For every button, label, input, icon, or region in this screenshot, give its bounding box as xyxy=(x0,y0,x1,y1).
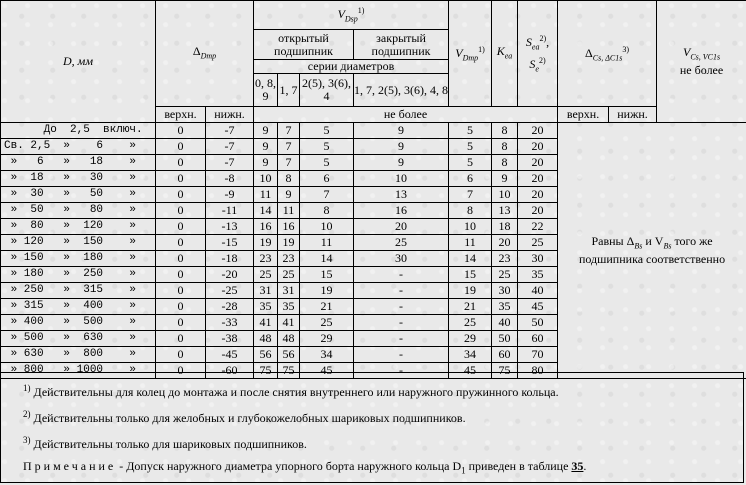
cell-kea: 20 xyxy=(492,235,518,251)
cell-s2: 25 xyxy=(278,267,300,283)
header-diameter-series: серии диаметров xyxy=(254,60,449,74)
cell-sea: 40 xyxy=(518,283,558,299)
cell-s3: 34 xyxy=(300,347,354,363)
header-delta-dmp: $\Delta_{Dmp}$ xyxy=(156,1,254,107)
cell-vdmp: 8 xyxy=(449,203,492,219)
cell-s3: 5 xyxy=(300,155,354,171)
cell-kea: 18 xyxy=(492,219,518,235)
cell-d-range: » 50 » 80 » xyxy=(1,203,156,219)
cell-up: 0 xyxy=(156,267,206,283)
cell-d-range: » 150 » 180 » xyxy=(1,251,156,267)
header-vcs: $V_{Cs, VC1s}$ не более xyxy=(657,1,746,123)
table-ref-link[interactable]: 35 xyxy=(571,459,584,473)
cell-low: -45 xyxy=(206,347,254,363)
header-upper-2: верхн. xyxy=(558,107,609,123)
cell-d-range: » 250 » 315 » xyxy=(1,283,156,299)
cell-up: 0 xyxy=(156,187,206,203)
cell-kea: 25 xyxy=(492,267,518,283)
cell-low: -8 xyxy=(206,171,254,187)
cell-s2: 7 xyxy=(278,123,300,139)
cell-sea: 80 xyxy=(518,363,558,379)
cell-s3: 5 xyxy=(300,123,354,139)
cell-vdmp: 19 xyxy=(449,283,492,299)
header-sea: $S_{ea}^{2)}$, $S_e^{2)}$ xyxy=(518,1,558,107)
cell-kea: 40 xyxy=(492,315,518,331)
cell-kea: 10 xyxy=(492,187,518,203)
cell-low: -15 xyxy=(206,235,254,251)
cell-vdmp: 7 xyxy=(449,187,492,203)
cell-vdmp: 34 xyxy=(449,347,492,363)
cell-up: 0 xyxy=(156,139,206,155)
header-upper: верхн. xyxy=(156,107,206,123)
cell-s2: 23 xyxy=(278,251,300,267)
cell-s4: - xyxy=(354,363,449,379)
cell-s2: 8 xyxy=(278,171,300,187)
cell-s1: 14 xyxy=(254,203,278,219)
header-closed-bearing: закрытый подшипник xyxy=(354,30,449,60)
cell-sea: 20 xyxy=(518,187,558,203)
header-series-3: 2(5), 3(6), 4 xyxy=(300,74,354,107)
cell-sea: 20 xyxy=(518,203,558,219)
cell-s4: 16 xyxy=(354,203,449,219)
cell-vdmp: 11 xyxy=(449,235,492,251)
cell-s3: 19 xyxy=(300,283,354,299)
cell-vdmp: 6 xyxy=(449,171,492,187)
cell-up: 0 xyxy=(156,251,206,267)
cell-kea: 60 xyxy=(492,347,518,363)
cell-low: -25 xyxy=(206,283,254,299)
footnote-1: $^{1)}$ Действительны для колец до монтажа и после снятия внутреннего или наружного пружинного кольца. xyxy=(23,383,559,399)
cell-vdmp: 15 xyxy=(449,267,492,283)
cell-kea: 9 xyxy=(492,171,518,187)
cell-sea: 22 xyxy=(518,219,558,235)
cell-kea: 30 xyxy=(492,283,518,299)
cell-s2: 7 xyxy=(278,155,300,171)
cell-d-range: » 315 » 400 » xyxy=(1,299,156,315)
cell-s1: 23 xyxy=(254,251,278,267)
cell-sea: 20 xyxy=(518,139,558,155)
cell-kea: 23 xyxy=(492,251,518,267)
cell-s1: 9 xyxy=(254,139,278,155)
cell-kea: 13 xyxy=(492,203,518,219)
cell-up: 0 xyxy=(156,283,206,299)
cell-s4: - xyxy=(354,267,449,283)
cell-kea: 8 xyxy=(492,123,518,139)
cell-d-range: » 800 » 1000 » xyxy=(1,363,156,379)
cell-s4: 9 xyxy=(354,123,449,139)
header-vdsp: $V_{Dsp}^{1)}$ xyxy=(254,1,449,30)
cell-d-range: Св. 2,5 » 6 » xyxy=(1,139,156,155)
cell-kea: 8 xyxy=(492,155,518,171)
cell-s4: 25 xyxy=(354,235,449,251)
cell-s1: 9 xyxy=(254,123,278,139)
cell-s3: 25 xyxy=(300,315,354,331)
cell-s4: 20 xyxy=(354,219,449,235)
cell-up: 0 xyxy=(156,331,206,347)
cell-s2: 11 xyxy=(278,203,300,219)
cell-s3: 21 xyxy=(300,299,354,315)
header-delta-cs: $\Delta_{Cs, \Delta C1s}^{3)}$ xyxy=(558,1,657,107)
cell-d-range: » 80 » 120 » xyxy=(1,219,156,235)
cell-s4: 13 xyxy=(354,187,449,203)
cell-s2: 9 xyxy=(278,187,300,203)
cell-low: -7 xyxy=(206,139,254,155)
cell-s3: 10 xyxy=(300,219,354,235)
header-series-1: 0, 8, 9 xyxy=(254,74,278,107)
cell-s4: 10 xyxy=(354,171,449,187)
cell-d-range: » 500 » 630 » xyxy=(1,331,156,347)
cell-s3: 29 xyxy=(300,331,354,347)
cell-s1: 11 xyxy=(254,187,278,203)
cell-sea: 60 xyxy=(518,331,558,347)
cell-kea: 8 xyxy=(492,139,518,155)
cell-vdmp: 14 xyxy=(449,251,492,267)
cell-s3: 11 xyxy=(300,235,354,251)
cell-s3: 7 xyxy=(300,187,354,203)
cell-s2: 75 xyxy=(278,363,300,379)
cell-s4: - xyxy=(354,315,449,331)
cell-s1: 75 xyxy=(254,363,278,379)
cell-d-range: » 180 » 250 » xyxy=(1,267,156,283)
cell-s1: 25 xyxy=(254,267,278,283)
header-series-4: 1, 7, 2(5), 3(6), 4, 8 xyxy=(354,74,449,107)
cell-up: 0 xyxy=(156,155,206,171)
cell-sea: 50 xyxy=(518,315,558,331)
cell-s4: 30 xyxy=(354,251,449,267)
cell-s3: 5 xyxy=(300,139,354,155)
cell-up: 0 xyxy=(156,123,206,139)
cell-s1: 16 xyxy=(254,219,278,235)
cell-sea: 35 xyxy=(518,267,558,283)
cell-sea: 25 xyxy=(518,235,558,251)
cell-s3: 14 xyxy=(300,251,354,267)
cell-d-range: » 18 » 30 » xyxy=(1,171,156,187)
cell-sea: 30 xyxy=(518,251,558,267)
cell-sea: 20 xyxy=(518,123,558,139)
cell-s3: 45 xyxy=(300,363,354,379)
cell-vdmp: 5 xyxy=(449,155,492,171)
footnote-2: $^{2)}$ Действительны только для желобных и глубокожелобных шариковых подшипников. xyxy=(23,409,466,425)
cell-s2: 35 xyxy=(278,299,300,315)
cell-low: -18 xyxy=(206,251,254,267)
cell-d-range: » 120 » 150 » xyxy=(1,235,156,251)
cell-up: 0 xyxy=(156,299,206,315)
cell-d-range: » 6 » 18 » xyxy=(1,155,156,171)
header-kea: $K_{ea}$ xyxy=(492,1,518,107)
cell-up: 0 xyxy=(156,315,206,331)
cell-s1: 41 xyxy=(254,315,278,331)
cell-s4: - xyxy=(354,299,449,315)
cell-s1: 56 xyxy=(254,347,278,363)
cell-low: -38 xyxy=(206,331,254,347)
cell-sea: 20 xyxy=(518,155,558,171)
cell-sea: 45 xyxy=(518,299,558,315)
remark: Примечание - Допуск наружного диаметра упорного борта наружного кольца $D_1$ приведен в таблице 35. xyxy=(23,459,587,476)
cell-s1: 9 xyxy=(254,155,278,171)
cell-vdmp: 10 xyxy=(449,219,492,235)
header-not-more: не более xyxy=(254,107,558,123)
header-lower-2: нижн. xyxy=(609,107,657,123)
cell-d-range: » 400 » 500 » xyxy=(1,315,156,331)
cell-kea: 35 xyxy=(492,299,518,315)
cell-vdmp: 21 xyxy=(449,299,492,315)
cell-up: 0 xyxy=(156,363,206,379)
header-open-bearing: открытый подшипник xyxy=(254,30,354,60)
cell-d-range: До 2,5 включ. xyxy=(1,123,156,139)
cell-vdmp: 25 xyxy=(449,315,492,331)
cell-s2: 41 xyxy=(278,315,300,331)
cell-s3: 8 xyxy=(300,203,354,219)
cell-s2: 56 xyxy=(278,347,300,363)
cell-up: 0 xyxy=(156,203,206,219)
cell-s2: 48 xyxy=(278,331,300,347)
footnote-3: $^{3)}$ Действительны только для шариковых подшипников. xyxy=(23,435,307,451)
cell-s1: 10 xyxy=(254,171,278,187)
cell-s1: 48 xyxy=(254,331,278,347)
cell-low: -33 xyxy=(206,315,254,331)
cell-s4: - xyxy=(354,283,449,299)
cell-low: -7 xyxy=(206,155,254,171)
cell-s4: - xyxy=(354,331,449,347)
cell-s4: 9 xyxy=(354,155,449,171)
cell-up: 0 xyxy=(156,347,206,363)
equal-note: Равны $\Delta_{Bs}$ и $V_{Bs}$ того же подшипника соответственно xyxy=(558,123,746,379)
cell-up: 0 xyxy=(156,171,206,187)
cell-low: -13 xyxy=(206,219,254,235)
cell-s1: 31 xyxy=(254,283,278,299)
cell-vdmp: 29 xyxy=(449,331,492,347)
table-row xyxy=(1,123,746,139)
cell-s1: 19 xyxy=(254,235,278,251)
cell-sea: 70 xyxy=(518,347,558,363)
cell-d-range: » 30 » 50 » xyxy=(1,187,156,203)
cell-s2: 19 xyxy=(278,235,300,251)
cell-vdmp: 45 xyxy=(449,363,492,379)
header-lower: нижн. xyxy=(206,107,254,123)
cell-s1: 35 xyxy=(254,299,278,315)
cell-s2: 31 xyxy=(278,283,300,299)
cell-kea: 50 xyxy=(492,331,518,347)
cell-vdmp: 5 xyxy=(449,123,492,139)
header-series-2: 1, 7 xyxy=(278,74,300,107)
cell-vdmp: 5 xyxy=(449,139,492,155)
cell-s4: 9 xyxy=(354,139,449,155)
cell-kea: 75 xyxy=(492,363,518,379)
cell-low: -60 xyxy=(206,363,254,379)
cell-low: -28 xyxy=(206,299,254,315)
cell-low: -11 xyxy=(206,203,254,219)
cell-up: 0 xyxy=(156,219,206,235)
cell-low: -20 xyxy=(206,267,254,283)
cell-low: -9 xyxy=(206,187,254,203)
cell-s2: 7 xyxy=(278,139,300,155)
cell-d-range: » 630 » 800 » xyxy=(1,347,156,363)
header-vdmp: $V_{Dmp}^{1)}$ xyxy=(449,1,492,107)
cell-up: 0 xyxy=(156,235,206,251)
cell-s4: - xyxy=(354,347,449,363)
footnotes xyxy=(0,372,744,483)
cell-s3: 6 xyxy=(300,171,354,187)
cell-s3: 15 xyxy=(300,267,354,283)
cell-low: -7 xyxy=(206,123,254,139)
cell-sea: 20 xyxy=(518,171,558,187)
header-d: D, мм xyxy=(1,1,156,123)
cell-s2: 16 xyxy=(278,219,300,235)
